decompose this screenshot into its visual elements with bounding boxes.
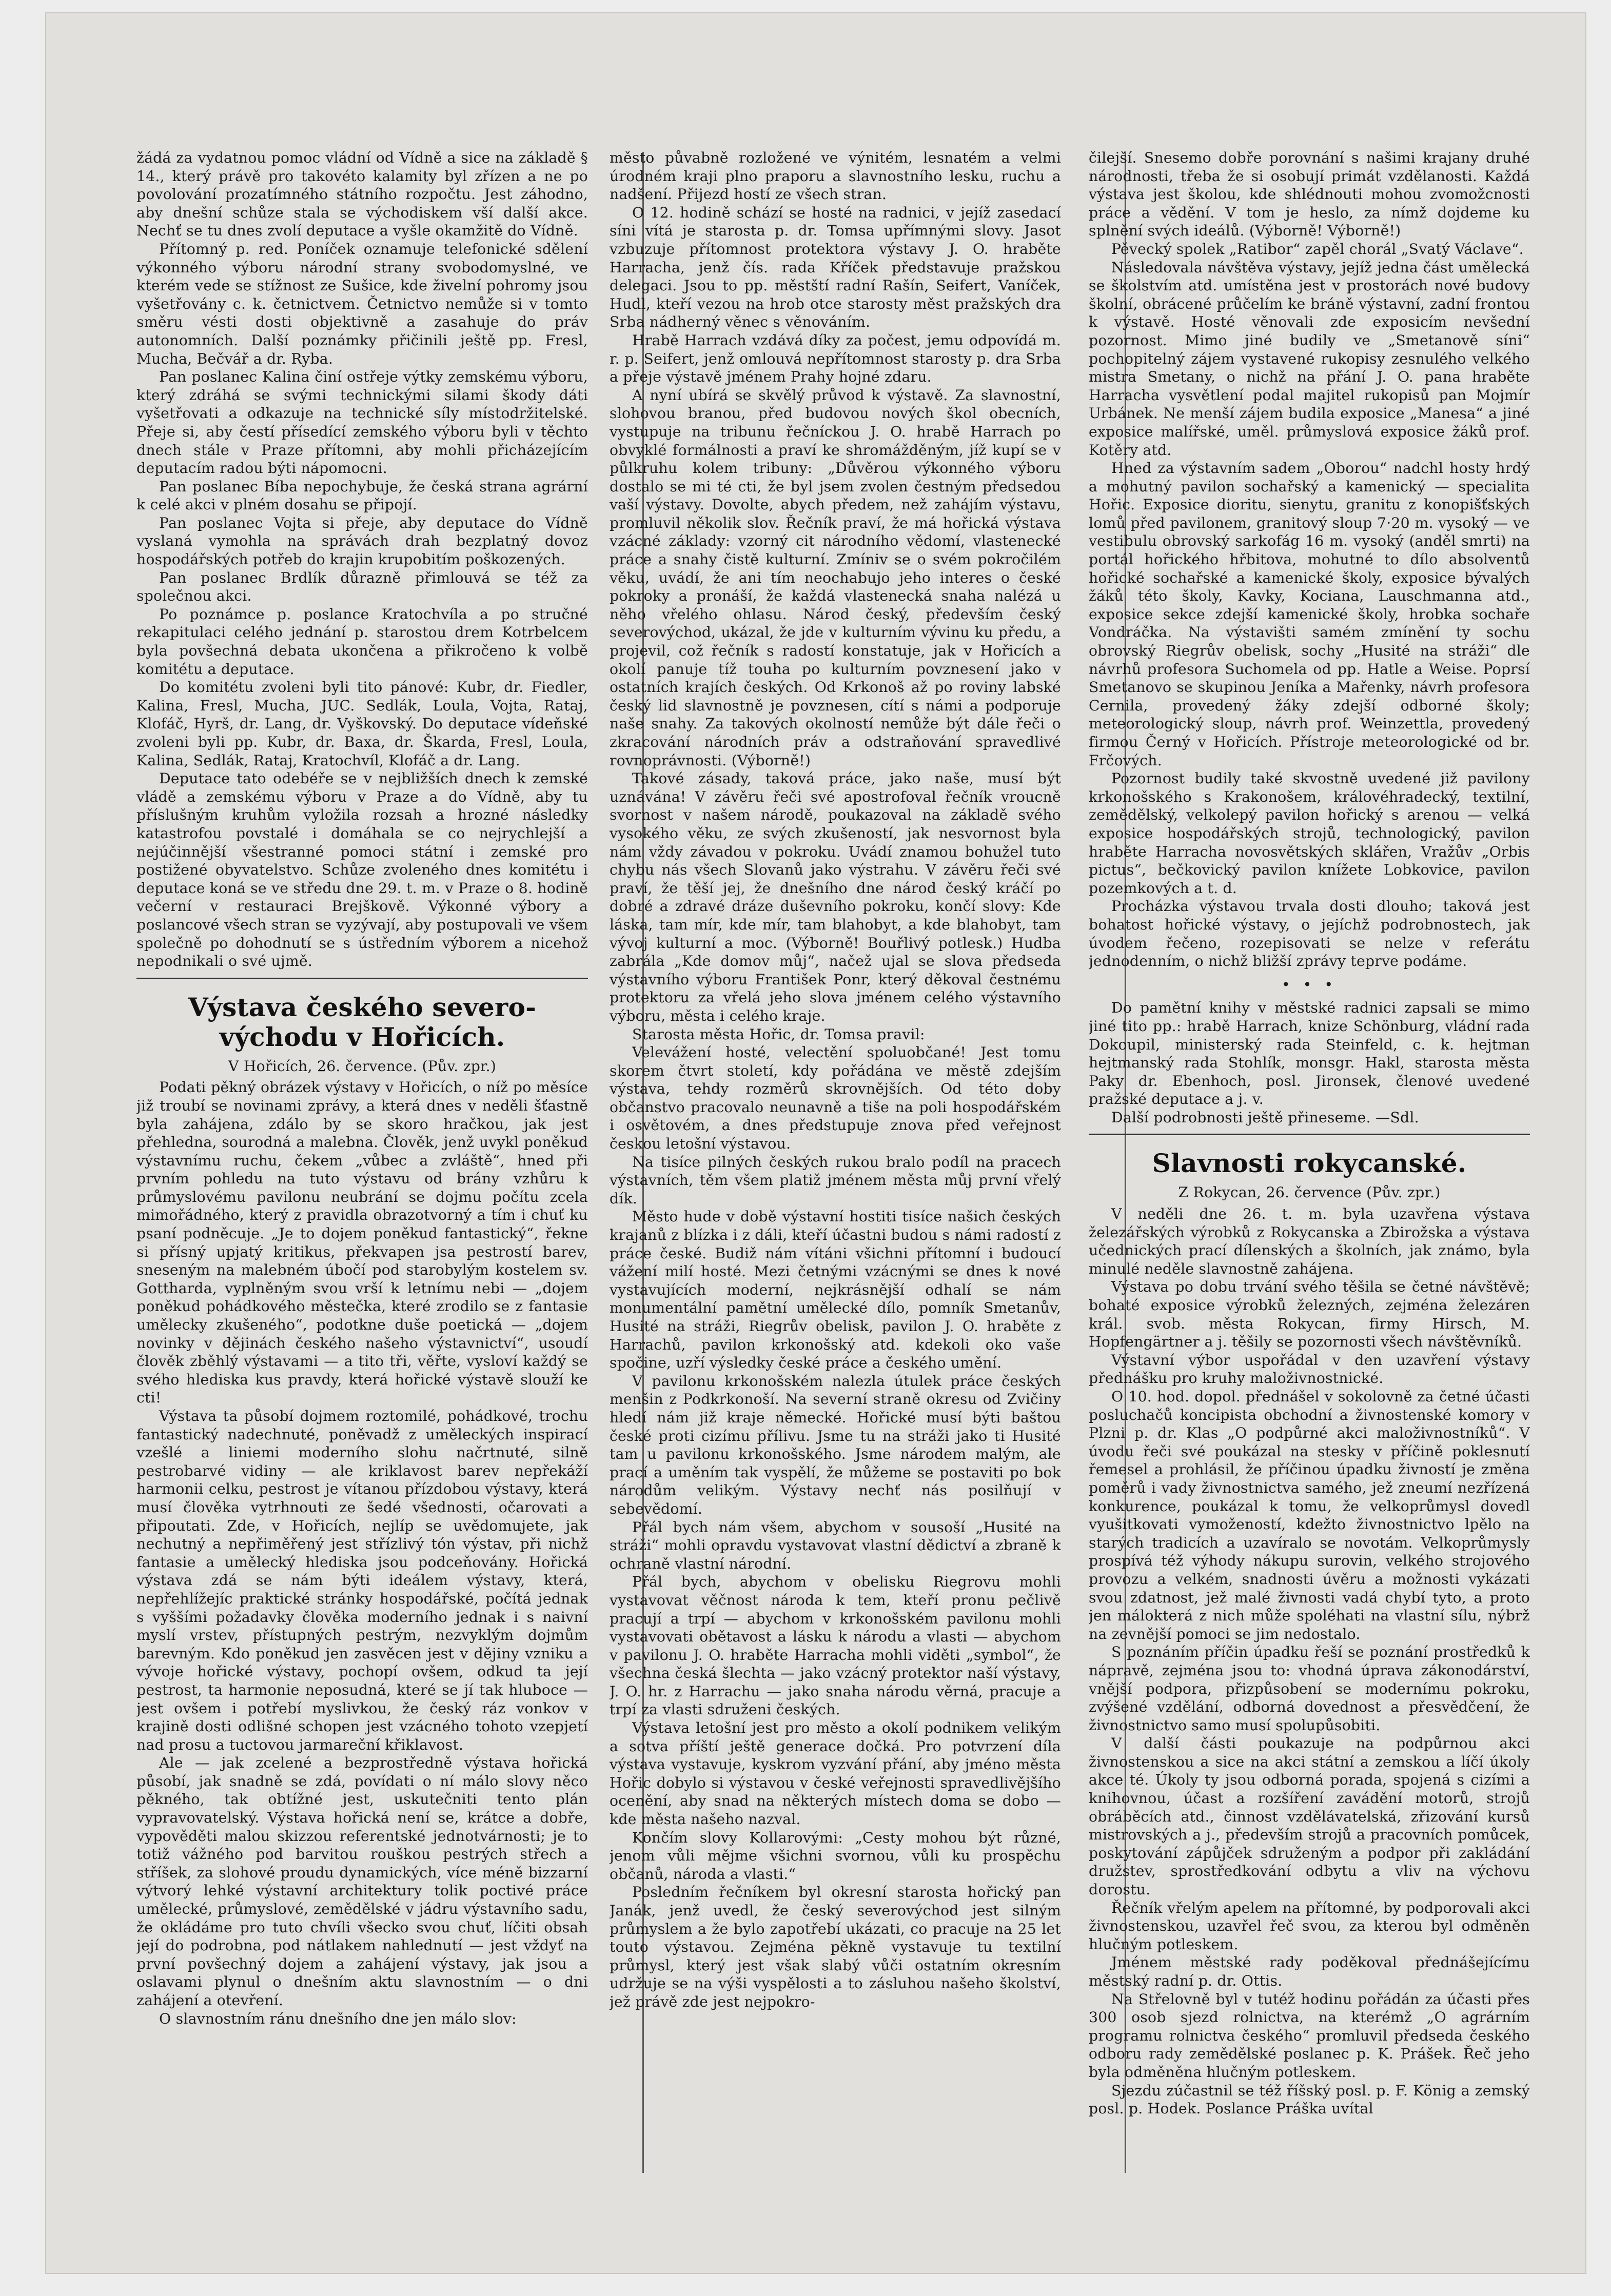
paragraph: Následovala návštěva výstavy, jejíž jedna část umělecká se školstvím atd. umístěna jest v prostorách nové budovy školní, obrácené průčelím ke bráně výstavní, zadní frontou k výstavě. Hosté věnovali zde exposicím nevšední pozornost. Mimo jiné budily ve „Smetanově síni“ pochopitelný zájem vystavené rukopisy zesnulého velkého mistra Smetany, o nichž na přání J. O. pana hraběte Harracha vysvětlení podal majitel rukopisů pan Mojmír Urbánek. Ne menší zájem budila exposice „Manesa“ a jiné exposice malířské, uměl. průmyslová exposice žáků prof. Kotěry atd. bbox=[1089, 259, 1530, 459]
paragraph: Pan poslanec Bíba nepochybuje, že česká strana agrární k celé akci v plném dosahu se připojí. bbox=[136, 478, 588, 513]
paragraph: Výstava po dobu trvání svého těšila se četné návštěvě; bohaté exposice výrobků železných, zejména železáren král. svob. města Rokycan, firmy Hirsch, M. Hopfengärtner a j. těšily se pozornosti všech návštěvníků. bbox=[1089, 1278, 1530, 1351]
paragraph: Výstava letošní jest pro město a okolí podnikem velikým a sotva příští ještě generace dočká. Pro potvrzení díla výstava vystavuje, kyskrom vyzvání přání, aby jméno města Hořic dobylo si výstavou v české veřejnosti spravedlivějšího ocenění, aby snad na některých místech doma se dobo — kde města našeho nazval. bbox=[610, 1719, 1061, 1828]
paragraph: Do pamětní knihy v městské radnici zapsali se mimo jiné tito pp.: hrabě Harrach, knize Schönburg, vládní rada Dokoupil, ministerský rada Steinfeld, c. k. hejtman hejtmanský rada Stohlík, monsgr. Hakl, starosta města Paky dr. Ebenhoch, posl. Jironsek, členové uvedené pražské deputace a j. v. bbox=[1089, 999, 1530, 1108]
paragraph: Deputace tato odebéře se v nejbližších dnech k zemské vládě a zemskému výboru v Praze a do Vídně, aby tu příslušným kruhům vyložila rozsah a hrozné následky katastrofou povstalé i domáhala se co nejrychlejší a nejúčinnější všestranné pomoci státní i zemské pro postižené obyvatelstvo. Schůze zvoleného dnes komitétu i deputace koná se ve středu dne 29. t. m. v Praze o 8. hodině večerní v restauraci Brejškově. Výkonné výbory a poslancové všech stran se vyzývají, aby postupovali ve všem společně po dohodnutí se s ústředním výborem a nicehož nepodnikali o své ujmě. bbox=[136, 770, 588, 970]
paragraph: Další podrobnosti ještě přineseme. —Sdl. bbox=[1111, 1109, 1419, 1126]
paragraph: město půvabně rozložené ve výnitém, lesnatém a velmi úrodném kraji plno praporu a slavnostního lesku, ruchu a nadšení. Přijezd hostí ze všech stran. bbox=[610, 149, 1061, 203]
paragraph: čilejší. Snesemo dobře porovnání s našimi krajany druhé národnosti, třeba že si osobují primát vzdělanosti. Každá výstava jest školou, kde shlédnouti mohou zvomožcnosti práce a vědění. V tom je heslo, za nímž dojdeme ku splnění svých ideálů. (Výborně! Výborně!) bbox=[1089, 149, 1530, 240]
article-heading-horice: Výstava českého severo-východu v Hořicích. bbox=[188, 992, 537, 1052]
paragraph: Do komitétu zvoleni byli tito pánové: Kubr, dr. Fiedler, Kalina, Fresl, Mucha, JUC. Sedlák, Loula, Vojta, Rataj, Klofáč, Hyrš, dr. Lang, dr. Vyškovský. Do deputace vídeňské zvoleni byli pp. Kubr, dr. Baxa, dr. Škarda, Fresl, Loula, Kalina, Sedlák, Rataj, Kratochvíl, Klofáč a dr. Lang. bbox=[136, 679, 588, 769]
paragraph: Podati pěkný obrázek výstavy v Hořicích, o níž po měsíce již troubí se novinami zprávy, a která dnes v neděli šťastně byla zahájena, zdálo by se skoro hračkou, jak jest přehledna, sourodná a malebna. Člověk, jenž uvykl poněkud výstavnímu ruchu, čekem „vůbec a zvláště“, hned při prvním pohledu na tuto výstavu od brány vzhůru k průmyslovému pavilonu neubrání se dojmu počítu zcela mimořádného, který z pravidla obrazotvorný a tím i chuť ku psaní podněcuje. „Je to dojem poněkud fantastický“, řekne si přísný upjatý kritikus, překvapen jsa pestrostí barev, sneseným na malebném úbočí pod starobylým kostelem sv. Gottharda, vyplněným svou vrší k letnímu nebi — „dojem poněkud pohádkového městečka, které zrodilo se z fantasie umělecky zkušeného“, podotkne duše poetická — „dojem novinky v dějinách českého našeho výstavnictví“, usoudí člověk zběhlý výstavami — a tito tři, věřte, vysloví každý se svého hlediska kus pravdy, která hořické výstavě slouží ke cti! bbox=[136, 1079, 588, 1407]
paragraph: Pan poslanec Kalina činí ostřeje výtky zemskému výboru, který zdráhá se svými technickými silami škody dáti vyšetřovati a odkazuje na technické síly místodržitelské. Přeje si, aby čestí přísedící zemského výboru byli v těchto dnech stále v Praze přítomni, aby mohli přicházejícím deputacím radou býti nápomocni. bbox=[136, 368, 588, 477]
section-divider bbox=[136, 978, 588, 979]
article-dateline: V Hořicích, 26. července. (Pův. zpr.) bbox=[228, 1057, 497, 1075]
paragraph: Hned za výstavním sadem „Oborou“ nadchl hosty hrdý a mohutný pavilon sochařský a kamenický — specialita Hořic. Exposice dioritu, sienytu, granitu z konopišťských lomů před pavilonem, granitový sloup 7·20 m. vysoký — ve vestibulu obrovský sarkofág 16 m. vysoký (anděl smrti) na portál hořického hřbitova, mohutné to dílo absolventů hořické sochařské a kamenické školy, exposice bývalých žáků této školy, Kavky, Kociana, Lauschmanna atd., exposice sekce zdejší kamenické školy, hrobka sochaře Vondráčka. Na výstavišti samém zmínění ty sochu obrovský Riegrův obelisk, sochy „Husité na stráži“ dle návrhů profesora Suchomela od pp. Hatle a Weise. Poprsí Smetanovo se skupinou Jeníka a Mařenky, návrh profesora Cernila, provedený žáky zdejší odborné školy; meteorologický sloup, návrh prof. Weinzettla, provedený firmou Černý v Hořicích. Přístroje meteorologické od br. Frčových. bbox=[1089, 460, 1530, 769]
paragraph: Pan poslanec Brdlík důrazně přimlouvá se též za společnou akci. bbox=[136, 569, 588, 605]
paragraph: Přítomný p. red. Poníček oznamuje telefonické sdělení výkonného výboru národní strany svobodomyslné, ve kterém vede se stížnost ze Sušice, kde živelní pohromy jsou vyšetřovány c. k. četnictvem. Četnictvo nemůže si v tomto směru vésti dosti objektivně a zasahuje do práv autonomních. Další poznámky přičinili ještě pp. Fresl, Mucha, Bečvář a dr. Ryba. bbox=[136, 240, 588, 367]
paragraph: Výstavní výbor uspořádal v den uzavření výstavy přednášku pro kruhy maloživnostnické. bbox=[1089, 1351, 1530, 1387]
paragraph: Přál bych nám všem, abychom v sousoší „Husité na stráži“ mohli opravdu vystavovat vlastní dědictví a zbraně k ochraně vlastní národní. bbox=[610, 1518, 1061, 1572]
column-1 bbox=[136, 149, 588, 2160]
paragraph: Ale — jak zcelené a bezprostředně výstava hořická působí, jak snadně se zdá, povídati o ní málo slovy něco pěkného, tak obtížné jest, uskutečniti tento plán vypravovatelský. Výstava hořická není se, krátce a dobře, vypověděti malou skizzou referentské jednotvárnosti; je to totiž vážného pod barvitou rouškou pestrých střech a stříšek, za slohové proudu dynamických, více méně bizzarní výtvorý lehké výstavní architektury tolik poctivé práce umělecké, průmyslové, zemědělské v jádru výstavního sadu, že okládáme pro tuto chvíli všecko svou chuť, líčiti obsah její do podrobna, pod nátlakem nahlednutí — jest vždyť na první povšechný dojem a zahájení výstavy, jak jsou a oslavami plynul o dnešním aktu slavnostním — o dni zahájení a otevření. bbox=[136, 1754, 588, 2009]
paragraph: Pozornost budily také skvostně uvedené již pavilony krkonošského s Krakonošem, královéhradecký, textilní, zemědělský, velkolepý pavilon hořický s arenou — velká exposice hospodářských strojů, technologický, pavilon hraběte Harracha novosvětských sklářen, Vražův „Orbis pictus“, bečkovický pavilon knížete Lobkovice, pavilon pozemkových a t. d. bbox=[1089, 770, 1530, 897]
paragraph: Po poznámce p. poslance Kratochvíla a po stručné rekapitulaci celého jednání p. starostou drem Kotrbelcem byla povšechná debata ukončena a přikročeno k volbě komitétu a deputace. bbox=[136, 605, 588, 678]
paragraph: Město hude v době výstavní hostiti tisíce našich českých krajanů z blízka i z dáli, kteří účastni budou s námi radostí z práce české. Budiž nám vítáni všichni přítomní i budoucí vážení milí hosté. Mezi četnými vzácnými se dnes k nové vystavujících moderní, nejkrásnější odhalí se nám monumentální pamětní umělecké dílo, pomník Smetanův, Husité na stráži, Riegrův obelisk, pavilon J. O. hraběte z Harrachů, pavilon krkonošský atd. kdekoli oko vaše spočine, uzří výsledky české práce a českého umění. bbox=[610, 1208, 1061, 1372]
column-3 bbox=[1089, 149, 1530, 2160]
paragraph: Jménem městské rady poděkoval přednášejícímu městský radní p. dr. Ottis. bbox=[1089, 1954, 1530, 1989]
paragraph: Procházka výstavou trvala dosti dlouho; taková jest bohatost hořické výstavy, o jejíchž podrobnostech, jak úvodem řečeno, rozepisovati se nelze v referátu jednodenním, o nichž bližší zprávy teprve podáme. bbox=[1089, 898, 1530, 970]
paragraph: Hrabě Harrach vzdává díky za počest, jemu odpovídá m. r. p. Seifert, jenž omlouvá nepřítomnost starosty p. dra Srba a přeje výstavě jménem Prahy hojné zdaru. bbox=[610, 331, 1061, 386]
article-heading-rokycany: Slavnosti rokycanské. bbox=[1152, 1148, 1467, 1179]
paragraph: Výstava ta působí dojmem roztomilé, pohádkové, trochu fantastický nadechnuté, poněvadž z uměleckých inspirací vzešlé a liniemi moderního slohu načrtnuté, silně pestrobarvé vidiny — ale kriklavost barev nepřekáží harmonii celku, pestrost je vítanou přízdobou výstavy, která musí člověka vytrhnouti ze šedé všednosti, očarovati a připoutati. Zde, v Hořicích, nejlíp se uvědomujete, jak nechutný a nepřiměřený jest střízlivý tón výstav, při nichž fantasie a umělecký hlediska jsou podceňovány. Hořická výstava zdá se nám býti ideálem výstavy, která, nepřehlížejíc praktické stránky hospodářské, počítá jednak s vyššími požadavky člověka moderního jednak i s naivní myslí vrstev, přístupných pestrým, nezvyklým dojmům barevným. Kdo poněkud jen zasvěcen jest v dějiny vzniku a vývoje hořické výstavy, pochopí ovšem, odkud ta její pestrost, ta harmonie neposudná, které se jí tak hluboce — jest ovšem i potřebí myslivkou, že český ráz vonkov v krajině dosti odlišné schopen jest vzácného tohoto vzepjetí nad prosu a tuctovou jarmareční křiklavost. bbox=[136, 1408, 588, 1753]
paragraph: V pavilonu krkonošském nalezla útulek práce českých menšin z Podkrkonoší. Na severní straně okresu od Zvičiny hledí nám již kraje německé. Hořické musí býti baštou české proti cizímu přílivu. Jsme tu na stráži jako ti Husité tam u pavilonu krkonošského. Jsme národem malým, ale prací a uměním tak vyspělí, že můžeme se postaviti po bok národům velikým. Výstavy nechť nás posilňují v sebevědomí. bbox=[610, 1372, 1061, 1517]
paragraph: A nyní ubírá se skvělý průvod k výstavě. Za slavnostní, slohovou branou, před budovou nových škol obecních, vystupuje na tribunu řečníckou J. O. hrabě Harrach po obvyklé formálnosti a praví ke shromážděným, jíž kupí se v půlkruhu kolem tribuny: „Důvěrou výkonného výboru dostalo se mi té cti, že byl jsem zvolen čestným předsedou vaší výstavy. Dovolte, abych předem, než zahájím výstavu, promluvil několik slov. Řečník praví, že má hořická výstava vzácné základy: vzorný cit národního vědomí, vlastenecké práce a snahy čistě kulturní. Zmíniv se o svém pokročilém věku, uvádí, že ani tím neochabujo jeho interes o české pokroky a pronáší, že každá vlastenecká snaha nalézá u něho vřelého ohlasu. Národ český, především český severovýchod, ukázal, že jde v kulturním vývinu ku předu, a projevil, což řečník s radostí konstatuje, jak v Hořicích a okolí panuje tíž touha po kulturním povznesení jako v ostatních krajích českých. Od Krkonoš až po roviny labské český lid slavnostně je povznesen, cítí s námi a podporuje naše snahy. Za takových okolností nemůže být dále řeči o zkracování národních práv a odstraňování spravedlivé rovnoprávnosti. (Výborně!) bbox=[610, 386, 1061, 769]
paragraph: O slavnostním ránu dnešního dne jen málo slov: bbox=[159, 2010, 517, 2027]
paragraph: Posledním řečníkem byl okresní starosta hořický pan Janák, jenž uvedl, že český severovýchod jest silným průmyslem a že bylo zapotřebí ukázati, co pracuje na 25 let touto výstavou. Zejména pěkně vystavuje tu textilní průmysl, který jest však slabý vůči ostatním okresním udržuje se na výši vyspělosti a to zásluhou našeho školství, jež právě zde jest nejpokro- bbox=[610, 1884, 1061, 2010]
section-ornament: • • • bbox=[1281, 976, 1338, 993]
paragraph: O 10. hod. dopol. přednášel v sokolovně za četné účasti posluchačů koncipista obchodní a živnostenské komory v Plzni p. dr. Klas „O podpůrné akci maloživnostníků“. V úvodu řeči své poukázal na stesky v příčině poklesnutí řemesel a prohlásil, že příčinou úpadku živností je změna poměrů i vady živnostnictva samého, jež zneumí nezřízená konkurence, poukázal k tomu, že velkoprůmysl dovedl vyušitkovati vymožeností, kdežto živnostnictvo lpělo na starých tradicích a uzavíralo se novotám. Velkoprůmysly prospívá též výhody nákupu surovin, velkého strojového provozu a velkém, snadnosti úvěru a možnosti vykázati svou zdatnost, jež malé živnosti vadá chybí tyto, a proto jen málokterá z nich může spoléhati na vlastní sílu, nýbrž na zevnější pomoci se jim nedostalo. bbox=[1089, 1388, 1530, 1642]
paragraph: Sjezdu zúčastnil se též říšský posl. p. F. König a zemský posl. p. Hodek. Poslance Práška uvítal bbox=[1089, 2082, 1530, 2117]
paragraph: V neděli dne 26. t. m. byla uzavřena výstava železářských výrobků z Rokycanska a Zbirožska a výstava učednických prací dílenských a školních, jak známo, byla minulé neděle slavnostně zahájena. bbox=[1089, 1205, 1530, 1277]
paragraph: Takové zásady, taková práce, jako naše, musí být uznávána! V závěru řeči své apostrofoval řečník vroucně svornost v našem národě, poukazoval na základě svého vysokého věku, ze svých zkušeností, jak nesvornost byla nám vždy závadou v pokroku. Uvádí znamou bohužel tuto chybu nás všech Slovanů jako výstrahu. V závěru řeči své praví, že těší jej, že dnešního dne národ český kráčí po dobré a zdravé dráze duševního pokroku, končí slovy: Kde láska, tam mír, kde mír, tam blahobyt, a kde blahobyt, tam vývoj kulturní a moc. (Výborně! Bouřlivý potlesk.) Hudba zabrála „Kde domov můj“, načež ujal se slova předseda výstavního výboru František Ponr, který děkoval čestnému protektoru za vřelá jeho slova jménem celého výstavního výboru, města i celého kraje. bbox=[610, 770, 1061, 1024]
paragraph: Přál bych, abychom v obelisku Riegrovu mohli vystavovat věčnost národa k tem, kteří pronu pečlivě pracují a trpí — abychom v krkonošském pavilonu mohli vystavovati obětavost a lásku k národu a vlasti — abychom v pavilonu J. O. hraběte Harracha mohli viděti „symbol“, že všechna česká šlechta — jako vzácný protektor naší výstavy, J. O. hr. z Harrachu — jako snaha národu věrná, pracuje a trpí za vlasti sdruženi českých. bbox=[610, 1573, 1061, 1718]
paragraph: Končím slovy Kollarovými: „Cesty mohou být různé, jenom vůli mějme všichni svornou, vůli ku prospěchu občanů, národa a vlasti.“ bbox=[610, 1829, 1061, 1883]
paragraph: Velevážení hosté, velectění spoluobčané! Jest tomu skorem čtvrt století, kdy pořádána ve městě zdejším výstava, tehdy rozměrů skrovnějších. Od této doby občanstvo pracovalo neunavně a tiše na poli hospodářském i osvětovém, a dnes předstupuje znova před veřejnost českou letošní výstavou. bbox=[610, 1044, 1061, 1153]
paragraph: O 12. hodině schází se hosté na radnici, v jejíž zasedací síni vítá je starosta p. dr. Tomsa upřímnými slovy. Jasot vzbuzuje přítomnost protektora výstavy J. O. hraběte Harracha, jenž čís. rada Kříček představuje pražskou delegaci. Jsou to pp. městští radní Rašín, Seifert, Vaníček, Hudl, kteří vezou na hrob otce starosty měst pražských dra Srba nádherný věnec s věnováním. bbox=[610, 204, 1061, 331]
paragraph: Řečník vřelým apelem na přítomné, by podporovali akci živnostenskou, uzavřel řeč svou, za kterou byl odměněn hlučným potleskem. bbox=[1089, 1899, 1530, 1953]
column-2 bbox=[610, 149, 1061, 2160]
paragraph: Na tisíce pilných českých rukou bralo podíl na pracech výstavních, těm všem platiž jménem města můj první vřelý dík. bbox=[610, 1153, 1061, 1207]
paragraph: S poznáním příčin úpadku řeší se poznání prostředků k nápravě, zejména jsou to: vhodná úprava zákonodárství, vnější podpora, přizpůsobení se modernímu pokroku, zvýšené vzdělání, odborná dovednost a přesvědčení, že živnostnictvo samo musí spolupůsobiti. bbox=[1089, 1644, 1530, 1734]
paragraph: žádá za vydatnou pomoc vládní od Vídně a sice na základě § 14., který právě pro takovéto kalamity byl zřízen a ne po povolování prozatímného státního rozpočtu. Jest záhodno, aby dnešní schůze stala se východiskem vší další akce. Nechť se tu dnes zvolí deputace a vyšle okamžitě do Vídně. bbox=[136, 149, 588, 240]
paragraph: Pěvecký spolek „Ratibor“ zapěl chorál „Svatý Václave“. bbox=[1111, 240, 1524, 258]
paragraph: Na Střelovně byl v tutéž hodinu pořádán za účasti přes 300 osob sjezd rolnictva, na kterémž „O agrárním programu rolnictva českého“ promluvil předseda českého odboru rady zemědělské poslanec p. K. Prášek. Řeč jeho byla odměněna hlučným potleskem. bbox=[1089, 1990, 1530, 2081]
paragraph: Starosta města Hořic, dr. Tomsa pravil: bbox=[632, 1025, 925, 1043]
paragraph: V další části poukazuje na podpůrnou akci živnostenskou a sice na akci státní a zemskou a líčí úkoly akce té. Úkoly ty jsou odborná porada, spojená s cizími a knihovnou, účast a rozšíření zavádění motorů, strojů obráběcích atd., činnost vzdělávatelská, zřizování kursů mistrovských a j., především strojů a pracovních pomůcek, poskytování zápůjček sdruženým a podpor při zakládání družstev, sprostředkování odbytu a vliv na výchovu dorostu. bbox=[1089, 1735, 1530, 1898]
article-dateline: Z Rokycan, 26. července (Pův. zpr.) bbox=[1178, 1184, 1441, 1201]
section-divider bbox=[1089, 1134, 1530, 1135]
paragraph: Pan poslanec Vojta si přeje, aby deputace do Vídně vyslaná vymohla na správách drah bezplatný dovoz hospodářských potřeb do krajin krupobitím poškozených. bbox=[136, 514, 588, 568]
